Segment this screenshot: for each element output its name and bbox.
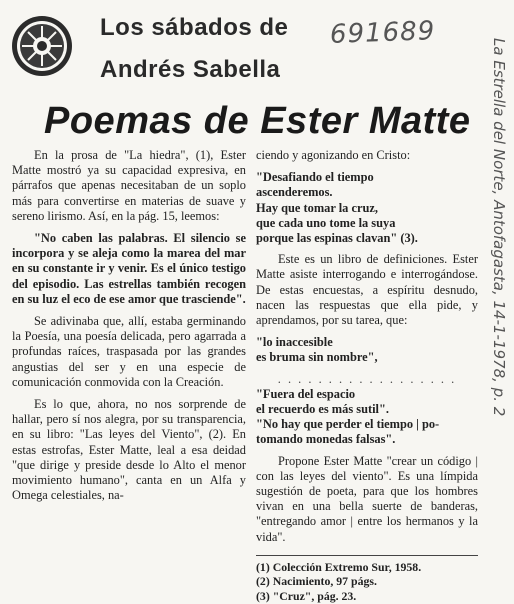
column-series-title: Los sábados de: [100, 14, 289, 41]
verse-line: ascenderemos.: [256, 185, 333, 200]
footnotes: [256, 555, 478, 604]
verse-line: "No hay que perder el tiempo | po-: [256, 417, 440, 432]
paragraph-codigo: Propone Ester Matte "crear un código | con las leyes del viento". Es una límpida sugestión de poeta, para que los hombres vivan en una bella suerte de banderas, "entregando amor | entre los hermanos y la vida".: [256, 453, 478, 544]
paragraph-book: Es lo que, ahora, no nos sorprende de hallar, pero sí nos alegra, por su transparencia, en su libro: "Las leyes del Viento", (2). En estas estrofas, Ester Matte, leal a esa deidad "que dirige y preside desde lo Alto el menor movimiento humano", canta en un Alfa y Omega celestiales, na-: [12, 397, 246, 503]
right-column: [256, 148, 478, 604]
verse-stanza-espacio: [256, 387, 478, 448]
paragraph-definitions: Este es un libro de definiciones. Ester Matte asiste interrogando e interrogándose. De estas encuestas, a espíritu desnudo, nacen las respuestas que ella pide, y aprendamos, por su tarea, que:: [256, 252, 478, 328]
verse-line: "lo inaccesible: [256, 335, 333, 350]
column-author-name: Andrés Sabella: [100, 56, 281, 83]
verse-stanza-bruma: [256, 335, 478, 365]
left-column: [12, 148, 246, 510]
footnote: (3) "Cruz", pág. 23.: [256, 589, 357, 604]
paragraph-continuation: ciendo y agonizando en Cristo:: [256, 148, 411, 162]
handwritten-catalog-number: 691689: [329, 16, 436, 50]
verse-line: es bruma sin nombre",: [256, 350, 378, 365]
decorative-sun-emblem-icon: [10, 14, 74, 78]
article-headline: Poemas de Ester Matte: [44, 100, 471, 142]
paragraph-poetry: Se adivinaba que, allí, estaba germinando la Poesía, una poesía delicada, pero agarrada a profundas raíces, traspasada por las grandes angustias del ser y en una especie de comunicación conmovida con la Creación.: [12, 314, 246, 389]
verse-line: porque las espinas clavan" (3).: [256, 231, 418, 246]
paragraph-intro: En la prosa de "La hiedra", (1), Ester Matte mostró ya su capacidad expresiva, en párrafos que apenas necesitaban de un soplo más para convertirse en materias de suave y sereno lirismo. Así, en la pág. 15, leemos:: [12, 148, 246, 223]
verse-line: Hay que tomar la cruz,: [256, 200, 378, 215]
handwritten-source-text: La Estrella del Norte, Antofagasta, 14-1-1978, p. 2: [490, 38, 508, 417]
footnote: (2) Nacimiento, 97 págs.: [256, 574, 377, 589]
verse-stanza-cruz: [256, 170, 478, 246]
verse-line: el recuerdo es más sutil".: [256, 402, 389, 417]
verse-line: tomando monedas falsas".: [256, 432, 396, 447]
verse-line: "Desafiando el tiempo: [256, 170, 374, 185]
ellipsis-divider: . . . . . . . . . . . . . . . . . .: [277, 371, 457, 386]
quoted-excerpt: "No caben las palabras. El silencio se incorpora y se aleja como la marea del mar en su constante ir y venir. Es el único testigo del episodio. Las estrellas también recogen en su luz el eco de ese amor que trasciende".: [12, 231, 246, 306]
handwritten-source-note: [486, 38, 510, 558]
verse-line: que cada uno tome la suya: [256, 215, 396, 230]
footnote: (1) Colección Extremo Sur, 1958.: [256, 559, 422, 574]
verse-line: "Fuera del espacio: [256, 386, 356, 401]
